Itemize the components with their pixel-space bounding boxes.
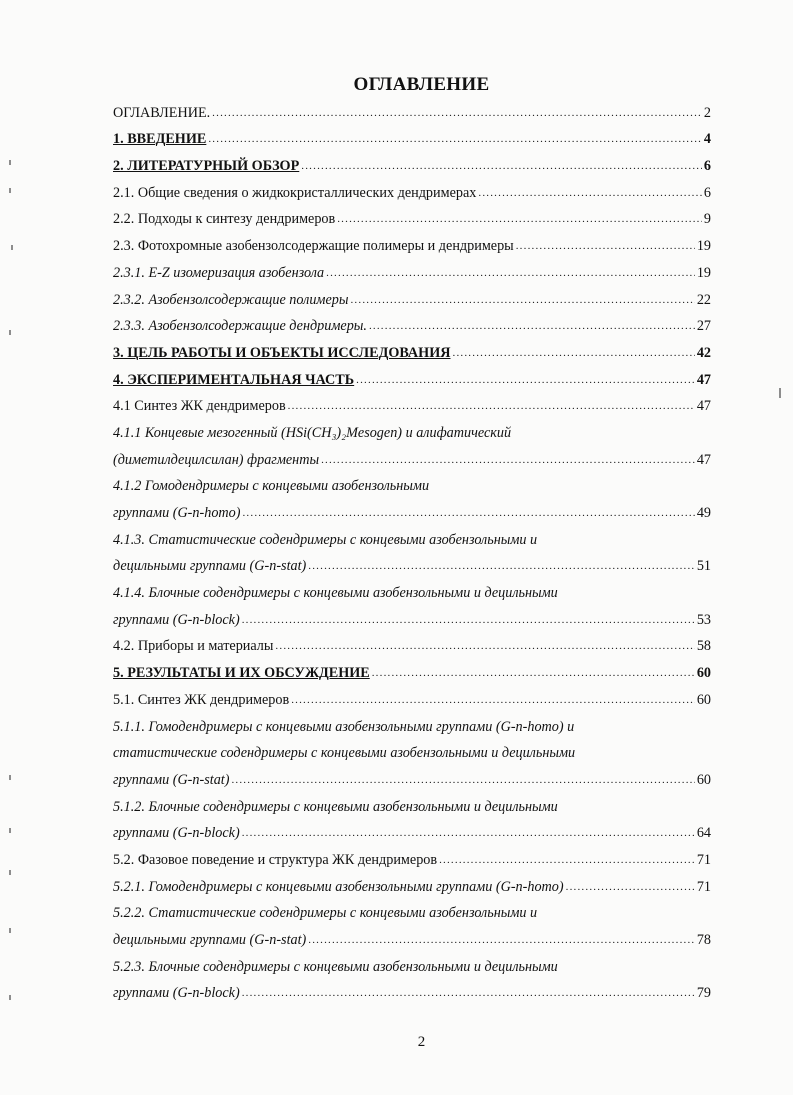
leader-dots — [321, 452, 695, 469]
toc-entry-line[interactable] — [113, 896, 711, 923]
leader-dots — [326, 265, 695, 282]
toc-entry-text: децильными группами (G-n-stat) — [113, 932, 307, 948]
toc-entry[interactable] — [113, 655, 711, 682]
scan-speck — [9, 928, 11, 933]
leader-dots — [566, 879, 695, 896]
toc-entry-text: ОГЛАВЛЕНИЕ. — [113, 104, 211, 121]
toc-entry[interactable] — [113, 175, 711, 202]
toc-entry[interactable] — [113, 282, 711, 309]
toc-entry-page: 60 — [696, 665, 711, 682]
toc-entry-line[interactable] — [113, 469, 711, 496]
leader-dots — [301, 158, 702, 175]
leader-dots — [291, 692, 695, 709]
scan-speck — [9, 188, 11, 193]
scan-speck — [9, 160, 11, 165]
toc-entry[interactable] — [113, 549, 711, 576]
toc-entry-text: группами (G-n-block) — [113, 985, 240, 1002]
toc-entry[interactable] — [113, 255, 711, 282]
toc-entry[interactable] — [113, 335, 711, 362]
toc-entry-page: 53 — [696, 611, 711, 628]
toc-entry-text: 4.1.4. Блочные содендримеры с концевыми азобензольными и децильными — [113, 585, 558, 602]
toc-entry-text: 4.2. Приборы и материалы — [113, 638, 274, 655]
toc-entry-text: 4.1.2 Гомодендримеры с концевыми азобензольными — [113, 478, 430, 495]
toc-entry-text: децильными группами (G-n-stat) — [113, 558, 307, 575]
toc-entry-text: 5.1. Синтез ЖК дендримеров — [113, 691, 290, 708]
toc-entry-text: 3. ЦЕЛЬ РАБОТЫ И ОБЪЕКТЫ ИССЛЕДОВАНИЯ — [113, 344, 451, 361]
toc-entry[interactable] — [113, 682, 711, 709]
scan-speck — [9, 775, 11, 780]
toc-entry-page: 71 — [696, 878, 711, 895]
page-title: ОГЛАВЛЕНИЕ — [353, 74, 490, 95]
toc-entry-page: 6 — [703, 158, 711, 175]
toc-entry-page: 4 — [703, 131, 711, 148]
toc-entry-text: 2.3.3. Азобензолсодержащие дендримеры. — [113, 318, 367, 335]
leader-dots — [308, 932, 695, 949]
toc-entry[interactable] — [113, 922, 711, 949]
leader-dots — [242, 505, 694, 522]
toc-entry-page: 9 — [703, 211, 711, 228]
toc-entry-text: статистические содендримеры с концевыми азобензольными и децильными — [113, 745, 576, 762]
toc-entry-page: 49 — [696, 505, 711, 521]
leader-dots — [372, 665, 695, 682]
toc-entry[interactable] — [113, 309, 711, 336]
toc-entry[interactable] — [113, 362, 711, 389]
toc-entry-page: 47 — [696, 398, 711, 415]
toc-entry-text: 5.1.2. Блочные содендримеры с концевыми азобензольными и децильными — [113, 798, 558, 815]
leader-dots — [356, 372, 695, 389]
leader-dots — [288, 398, 695, 415]
toc-entry-page: 71 — [696, 851, 711, 868]
toc-entry-page: 47 — [696, 371, 711, 388]
toc-entry-text: 5. РЕЗУЛЬТАТЫ И ИХ ОБСУЖДЕНИЕ — [113, 665, 370, 682]
toc-entry-text: (диметилдецилсилан) фрагменты — [113, 451, 320, 468]
toc-entry[interactable] — [113, 762, 711, 789]
leader-dots — [242, 825, 695, 842]
toc-entry-text: 5.1.1. Гомодендримеры с концевыми азобензольными группами (G-n-homo) и — [113, 718, 575, 735]
toc-entry-text: 2. ЛИТЕРАТУРНЫЙ ОБЗОР — [113, 158, 300, 175]
toc-entry[interactable] — [113, 442, 711, 469]
toc-entry-text: 1. ВВЕДЕНИЕ — [113, 131, 207, 148]
scan-speck — [9, 870, 11, 875]
toc-entry-page: 22 — [696, 291, 711, 308]
toc-entry[interactable] — [113, 389, 711, 416]
toc-entry-page: 19 — [696, 238, 711, 255]
toc-entry-line[interactable] — [113, 709, 711, 736]
toc-entry-text: 4.1 Синтез ЖК дендримеров — [113, 398, 286, 415]
leader-dots — [242, 612, 695, 629]
toc-entry-page: 27 — [696, 318, 711, 335]
leader-dots — [275, 638, 694, 655]
toc-entry-page: 60 — [696, 771, 711, 788]
leader-dots — [337, 211, 702, 228]
scan-speck — [9, 828, 11, 833]
scan-speck — [779, 388, 781, 398]
toc-entry-text: 2.2. Подходы к синтезу дендримеров — [113, 211, 336, 228]
toc-entry-text: 4.1.3. Статистические содендримеры с концевыми азобензольными и — [113, 531, 538, 548]
toc-entry-line[interactable] — [113, 736, 711, 763]
toc-entry-line[interactable] — [113, 789, 711, 816]
toc-entry[interactable] — [113, 202, 711, 229]
toc-entry[interactable] — [113, 495, 711, 522]
toc-entry[interactable] — [113, 228, 711, 255]
toc-entry-text: группами (G-n-stat) — [113, 771, 230, 788]
toc-entry-page: 51 — [696, 558, 711, 575]
leader-dots — [208, 131, 702, 148]
toc-entry[interactable] — [113, 602, 711, 629]
toc-entry[interactable] — [113, 976, 711, 1003]
toc-entry-page: 19 — [696, 264, 711, 281]
toc-entry[interactable] — [113, 816, 711, 843]
toc-entry-text: 2.3. Фотохромные азобензолсодержащие полимеры и дендримеры — [113, 238, 514, 255]
toc-entry-line[interactable] — [113, 949, 711, 976]
toc-entry-line[interactable] — [113, 522, 711, 549]
leader-dots — [308, 558, 695, 575]
leader-dots — [516, 238, 695, 255]
page-number: 2 — [417, 1034, 426, 1050]
toc-entry[interactable] — [113, 95, 711, 122]
leader-dots — [242, 985, 695, 1002]
toc-entry-text: 5.2. Фазовое поведение и структура ЖК дендримеров — [113, 851, 438, 868]
toc-entry-text: 2.3.1. E-Z изомеризация азобензола — [113, 264, 325, 281]
toc-entry-page: 6 — [703, 184, 711, 201]
toc-entry-text: 5.2.1. Гомодендримеры с концевыми азобензольными группами (G-n-homo) — [113, 878, 564, 895]
scan-speck — [11, 245, 13, 250]
table-of-contents — [113, 95, 711, 1002]
toc-entry-line[interactable] — [113, 415, 711, 442]
toc-entry[interactable] — [113, 122, 711, 149]
toc-entry-page: 47 — [696, 451, 711, 468]
leader-dots — [369, 318, 695, 335]
leader-dots — [453, 345, 695, 362]
toc-entry-text: группами (G-n-block) — [113, 825, 240, 842]
toc-entry-page: 79 — [696, 985, 711, 1002]
toc-entry-text: группами (G-n-block) — [113, 611, 240, 628]
leader-dots — [350, 292, 694, 309]
toc-entry[interactable] — [113, 842, 711, 869]
toc-entry-text: 5.2.2. Статистические содендримеры с концевыми азобензольными и — [113, 905, 538, 922]
toc-entry-text: 4. ЭКСПЕРИМЕНТАЛЬНАЯ ЧАСТЬ — [113, 371, 355, 388]
toc-entry-page: 64 — [696, 825, 711, 842]
toc-entry-text: 2.1. Общие сведения о жидкокристаллических дендримерах — [113, 184, 477, 201]
toc-entry[interactable] — [113, 148, 711, 175]
toc-entry-text: 2.3.2. Азобензолсодержащие полимеры — [113, 291, 349, 308]
toc-entry-text: 4.1.1 Концевые мезогенный (HSi(CH₃)₂Mesogen) и алифатический — [113, 424, 512, 441]
leader-dots — [478, 185, 702, 202]
leader-dots — [439, 852, 695, 869]
toc-entry[interactable] — [113, 629, 711, 656]
toc-entry-text: 5.2.3. Блочные содендримеры с концевыми азобензольными и децильными — [113, 958, 558, 975]
toc-entry-page: 78 — [696, 932, 711, 948]
toc-entry-page: 2 — [703, 104, 711, 121]
toc-entry-text: группами (G-n-homo) — [113, 505, 241, 521]
scan-speck — [9, 330, 11, 335]
toc-entry[interactable] — [113, 869, 711, 896]
toc-entry-page: 60 — [696, 691, 711, 708]
toc-entry-page: 42 — [696, 344, 711, 361]
toc-entry-line[interactable] — [113, 575, 711, 602]
leader-dots — [231, 772, 694, 789]
leader-dots — [212, 105, 702, 122]
scan-speck — [9, 995, 11, 1000]
toc-entry-page: 58 — [696, 638, 711, 655]
